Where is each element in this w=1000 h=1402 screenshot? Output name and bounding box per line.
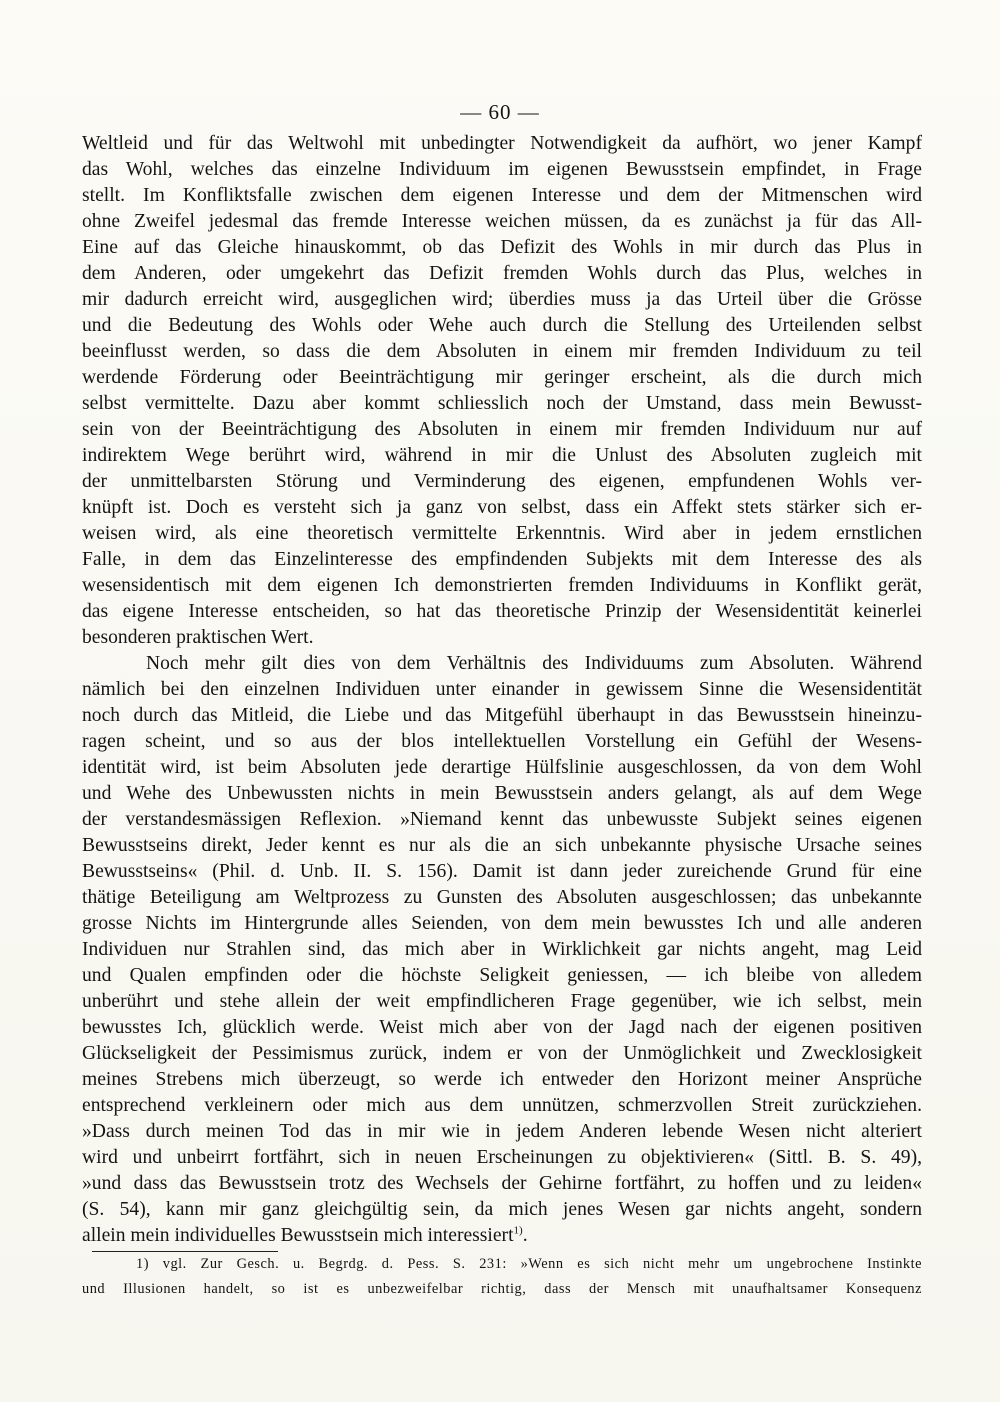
text-line-content: allein mein individuelles Bewusstsein mich interessiert	[82, 1225, 514, 1246]
footnote-line: 1) vgl. Zur Gesch. u. Begrdg. d. Pess. S. 231: »Wenn es sich nicht mehr um ungebrochene Instinkte	[136, 1256, 922, 1272]
text-line: das eigene Interesse entscheiden, so hat das theoretische Prinzip der Wesensidentität keinerlei	[82, 601, 922, 622]
text-line: und die Bedeutung des Wohls oder Wehe auch durch die Stellung des Urteilenden selbst	[82, 315, 922, 336]
text-line: bewusstes Ich, glücklich werde. Weist mich aber von der Jagd nach der eigenen positiven	[82, 1017, 922, 1038]
text-line: unberührt und stehe allein der weit empfindlicheren Frage gegenüber, wie ich selbst, mein	[82, 991, 922, 1012]
text-line: Individuen nur Strahlen sind, das mich aber in Wirklichkeit gar nichts angeht, mag Leid	[82, 939, 922, 960]
footnote-marker: 1)	[513, 1224, 523, 1237]
text-line: besonderen praktischen Wert.	[82, 627, 314, 648]
text-line: »und dass das Bewusstsein trotz des Wechsels der Gehirne fortfährt, zu hoffen und zu leiden«	[82, 1173, 922, 1194]
text-line: das Wohl, welches das einzelne Individuum im eigenen Bewusstsein empfindet, in Frage	[82, 159, 922, 180]
sentence-end: .	[522, 1225, 528, 1246]
text-line: sein von der Beeinträchtigung des Absoluten in einem mir fremden Individuum nur auf	[82, 419, 922, 440]
text-line: selbst vermittelte. Dazu aber kommt schliesslich noch der Umstand, dass mein Bewusst-	[82, 393, 922, 414]
paragraph-start-line: Noch mehr gilt dies von dem Verhältnis des Individuums zum Absoluten. Während	[146, 653, 922, 674]
text-line: Weltleid und für das Weltwohl mit unbedingter Notwendigkeit da aufhört, wo jener Kampf	[82, 133, 922, 154]
text-line: Bewusstseins direkt, Jeder kennt es nur als die an sich unbekannte physische Ursache seines	[82, 835, 922, 856]
footnote-line: und Illusionen handelt, so ist es unbezweifelbar richtig, dass der Mensch mit unaufhaltsamer Konsequenz	[82, 1281, 922, 1297]
text-line: wesensidentisch mit dem eigenen Ich demonstrierten fremden Individuums in Konflikt gerät,	[82, 575, 922, 596]
text-line: wird und unbeirrt fortfährt, sich in neuen Erscheinungen zu objektivieren« (Sittl. B. S. 49),	[82, 1147, 922, 1168]
text-line: weisen wird, als eine theoretisch vermittelte Erkenntnis. Wird aber in jedem ernstlichen	[82, 523, 922, 544]
text-line: stellt. Im Konfliktsfalle zwischen dem eigenen Interesse und dem der Mitmenschen wird	[82, 185, 922, 206]
text-line: meines Strebens mich überzeugt, so werde ich entweder den Horizont meiner Ansprüche	[82, 1069, 922, 1090]
body-text	[82, 131, 922, 1249]
text-line: und Qualen empfinden oder die höchste Seligkeit geniessen, — ich bleibe von alledem	[82, 965, 922, 986]
text-line: Glückseligkeit der Pessimismus zurück, indem er von der Unmöglichkeit und Zwecklosigkeit	[82, 1043, 922, 1064]
text-line: werdende Förderung oder Beeinträchtigung mir geringer erscheint, als die durch mich	[82, 367, 922, 388]
text-line-with-footnote	[82, 1223, 922, 1249]
text-line: indirektem Wege berührt wird, während in mir die Unlust des Absoluten zugleich mit	[82, 445, 922, 466]
text-line: grosse Nichts im Hintergrunde alles Seienden, von dem mein bewusstes Ich und alle anderen	[82, 913, 922, 934]
text-line: beeinflusst werden, so dass die dem Absoluten in einem mir fremden Individuum zu teil	[82, 341, 922, 362]
text-line: mir dadurch erreicht wird, ausgeglichen wird; überdies muss ja das Urteil über die Grösse	[82, 289, 922, 310]
text-line: ohne Zweifel jedesmal das fremde Interesse weichen müssen, da es zunächst ja für das All-	[82, 211, 922, 232]
text-line: (S. 54), kann mir ganz gleichgültig sein, da mich jenes Wesen gar nichts angeht, sondern	[82, 1199, 922, 1220]
text-line: knüpft ist. Doch es versteht sich ja ganz von selbst, dass ein Affekt stets stärker sich er-	[82, 497, 922, 518]
page-number: — 60 —	[460, 100, 540, 124]
text-line: »Dass durch meinen Tod das in mir wie in jedem Anderen lebende Wesen nicht alteriert	[82, 1121, 922, 1142]
text-line: Bewusstseins« (Phil. d. Unb. II. S. 156). Damit ist dann jeder zureichende Grund für eine	[82, 861, 922, 882]
text-line: entsprechend verkleinern oder mich aus dem unnützen, schmerzvollen Streit zurückziehen.	[82, 1095, 922, 1116]
text-line: Falle, in dem das Einzelinteresse des empfindenden Subjekts mit dem Interesse des als	[82, 549, 922, 570]
text-line: thätige Beteiligung am Weltprozess zu Gunsten des Absoluten ausgeschlossen; das unbekannte	[82, 887, 922, 908]
text-line: und Wehe des Unbewussten nichts in mein Bewusstsein anders gelangt, als auf dem Wege	[82, 783, 922, 804]
text-line: dem Anderen, oder umgekehrt das Defizit fremden Wohls durch das Plus, welches in	[82, 263, 922, 284]
text-line: der verstandesmässigen Reflexion. »Niemand kennt das unbewusste Subjekt seines eigenen	[82, 809, 922, 830]
text-line: noch durch das Mitleid, die Liebe und das Mitgefühl überhaupt in das Bewusstsein hineinzu-	[82, 705, 922, 726]
text-line: der unmittelbarsten Störung und Verminderung des eigenen, empfundenen Wohls ver-	[82, 471, 922, 492]
text-line: nämlich bei den einzelnen Individuen unter einander in gewissem Sinne die Wesensidentität	[82, 679, 922, 700]
text-line: ragen scheint, und so aus der blos intellektuellen Vorstellung ein Gefühl der Wesens-	[82, 731, 922, 752]
footnotes	[82, 1252, 922, 1302]
text-line: identität wird, ist beim Absoluten jede derartige Hülfslinie ausgeschlossen, da von dem Wohl	[82, 757, 922, 778]
text-line: Eine auf das Gleiche hinauskommt, ob das Defizit des Wohls in mir durch das Plus in	[82, 237, 922, 258]
